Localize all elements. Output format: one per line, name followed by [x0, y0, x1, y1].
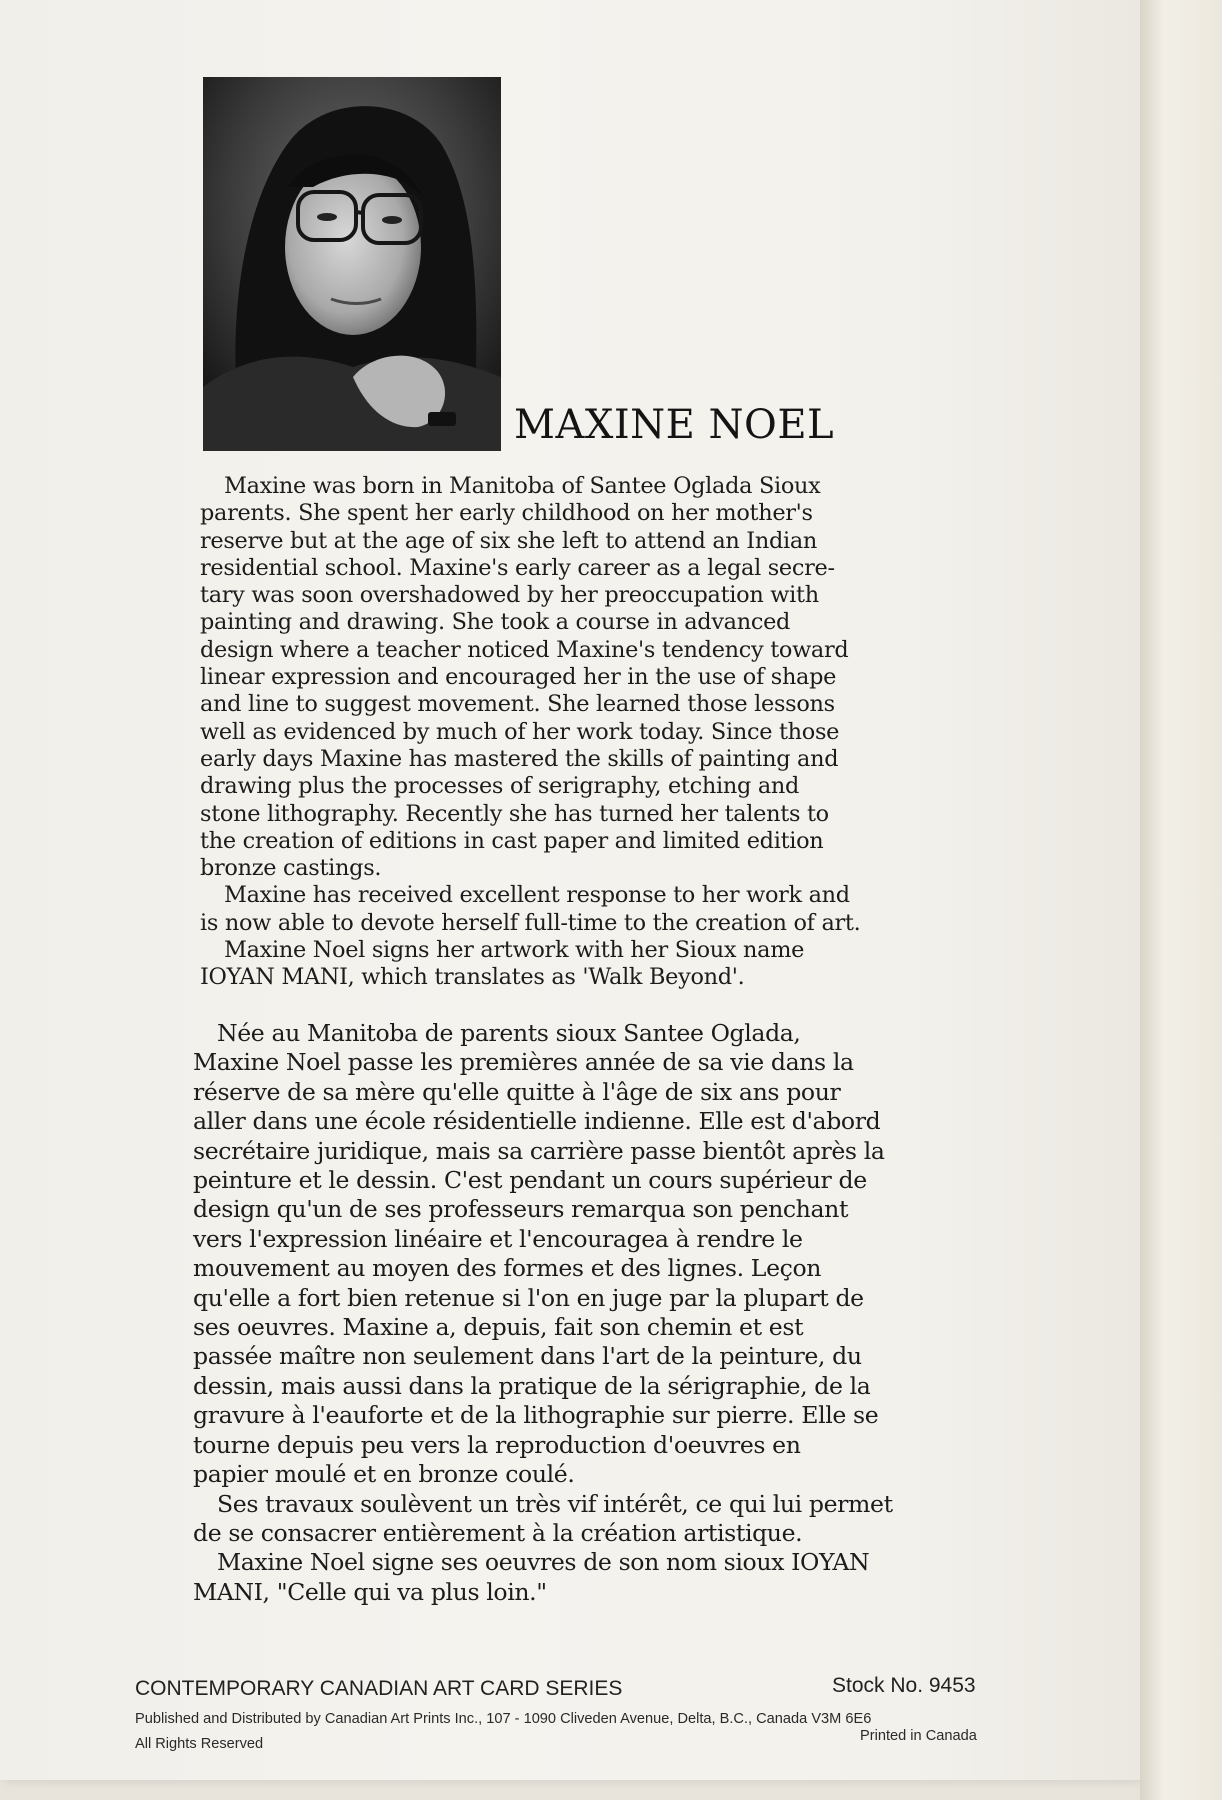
bio-fr-line: qu'elle a fort bien retenue si l'on en juge par la plupart de [193, 1283, 864, 1312]
bio-fr-line: ses oeuvres. Maxine a, depuis, fait son chemin et est [193, 1313, 804, 1342]
stock-number: Stock No. 9453 [832, 1674, 976, 1697]
bio-fr-line: de se consacrer entièrement à la création artistique. [193, 1518, 803, 1547]
bio-en-line: early days Maxine has mastered the skills of painting and [200, 745, 839, 772]
bio-en-line: residential school. Maxine's early career as a legal secre- [200, 554, 835, 581]
bio-en-line: linear expression and encouraged her in the use of shape [200, 664, 837, 691]
publisher-info: Published and Distributed by Canadian Art Prints Inc., 107 - 1090 Cliveden Avenue, Delta, B.C., Canada V3M 6E6 [135, 1711, 872, 1727]
bio-fr-line: Maxine Noel passe les premières année de sa vie dans la [193, 1048, 854, 1077]
bio-en-line: the creation of editions in cast paper and limited edition [200, 827, 824, 854]
page-edge [1140, 0, 1222, 1800]
bio-fr-line: design qu'un de ses professeurs remarqua son penchant [193, 1195, 849, 1224]
bio-en-line: is now able to devote herself full-time to the creation of art. [200, 909, 861, 936]
bio-en-line: IOYAN MANI, which translates as 'Walk Beyond'. [200, 964, 745, 991]
portrait-illustration [203, 77, 501, 451]
bio-en-line: Maxine was born in Manitoba of Santee Oglada Sioux [224, 473, 821, 499]
bio-en-line: reserve but at the age of six she left to attend an Indian [200, 527, 818, 554]
bio-fr-line: passée maître non seulement dans l'art de la peinture, du [193, 1342, 862, 1371]
bio-fr-line: aller dans une école résidentielle indienne. Elle est d'abord [193, 1107, 881, 1136]
bio-en-line: well as evidenced by much of her work today. Since those [200, 718, 840, 745]
biography-french [193, 1019, 963, 1607]
artist-name-heading: MAXINE NOEL [514, 402, 835, 448]
bio-fr-line: Ses travaux soulèvent un très vif intérêt, ce qui lui permet [217, 1489, 893, 1518]
bio-fr-line: tourne depuis peu vers la reproduction d'oeuvres en [193, 1430, 801, 1459]
bio-en-line: design where a teacher noticed Maxine's tendency toward [200, 636, 849, 663]
bio-en-line: Maxine Noel signs her artwork with her Sioux name [224, 937, 805, 964]
bio-en-line: and line to suggest movement. She learned those lessons [200, 691, 835, 718]
bio-fr-line: MANI, "Celle qui va plus loin." [193, 1577, 547, 1606]
bio-fr-line: vers l'expression linéaire et l'encouragea à rendre le [193, 1224, 803, 1253]
bio-fr-line: peinture et le dessin. C'est pendant un cours supérieur de [193, 1166, 867, 1195]
bio-fr-line: gravure à l'eauforte et de la lithographie sur pierre. Elle se [193, 1401, 879, 1430]
bio-en-line: tary was soon overshadowed by her preoccupation with [200, 582, 819, 609]
artist-portrait-photo [203, 77, 501, 451]
biography-english [200, 473, 940, 992]
bio-en-line: drawing plus the processes of serigraphy, etching and [200, 773, 800, 800]
rights-notice: All Rights Reserved [135, 1736, 264, 1752]
bio-fr-line: secrétaire juridique, mais sa carrière passe bientôt après la [193, 1136, 885, 1165]
bio-fr-line: mouvement au moyen des formes et des lignes. Leçon [193, 1254, 822, 1283]
bio-en-line: Maxine has received excellent response to her work and [224, 882, 850, 909]
series-title: CONTEMPORARY CANADIAN ART CARD SERIES [135, 1677, 623, 1700]
bio-en-line: painting and drawing. She took a course in advanced [200, 609, 791, 636]
bio-en-line: parents. She spent her early childhood on her mother's [200, 500, 813, 527]
bio-fr-line: réserve de sa mère qu'elle quitte à l'âge de six ans pour [193, 1077, 841, 1106]
printed-in-notice: Printed in Canada [860, 1728, 977, 1744]
bio-en-line: stone lithography. Recently she has turned her talents to [200, 800, 829, 827]
bio-en-line: bronze castings. [200, 855, 382, 882]
bio-fr-line: Maxine Noel signe ses oeuvres de son nom sioux IOYAN [217, 1548, 870, 1577]
bio-fr-line: Née au Manitoba de parents sioux Santee Oglada, [217, 1019, 801, 1047]
bio-fr-line: dessin, mais aussi dans la pratique de la sérigraphie, de la [193, 1371, 871, 1400]
bio-fr-line: papier moulé et en bronze coulé. [193, 1460, 575, 1489]
